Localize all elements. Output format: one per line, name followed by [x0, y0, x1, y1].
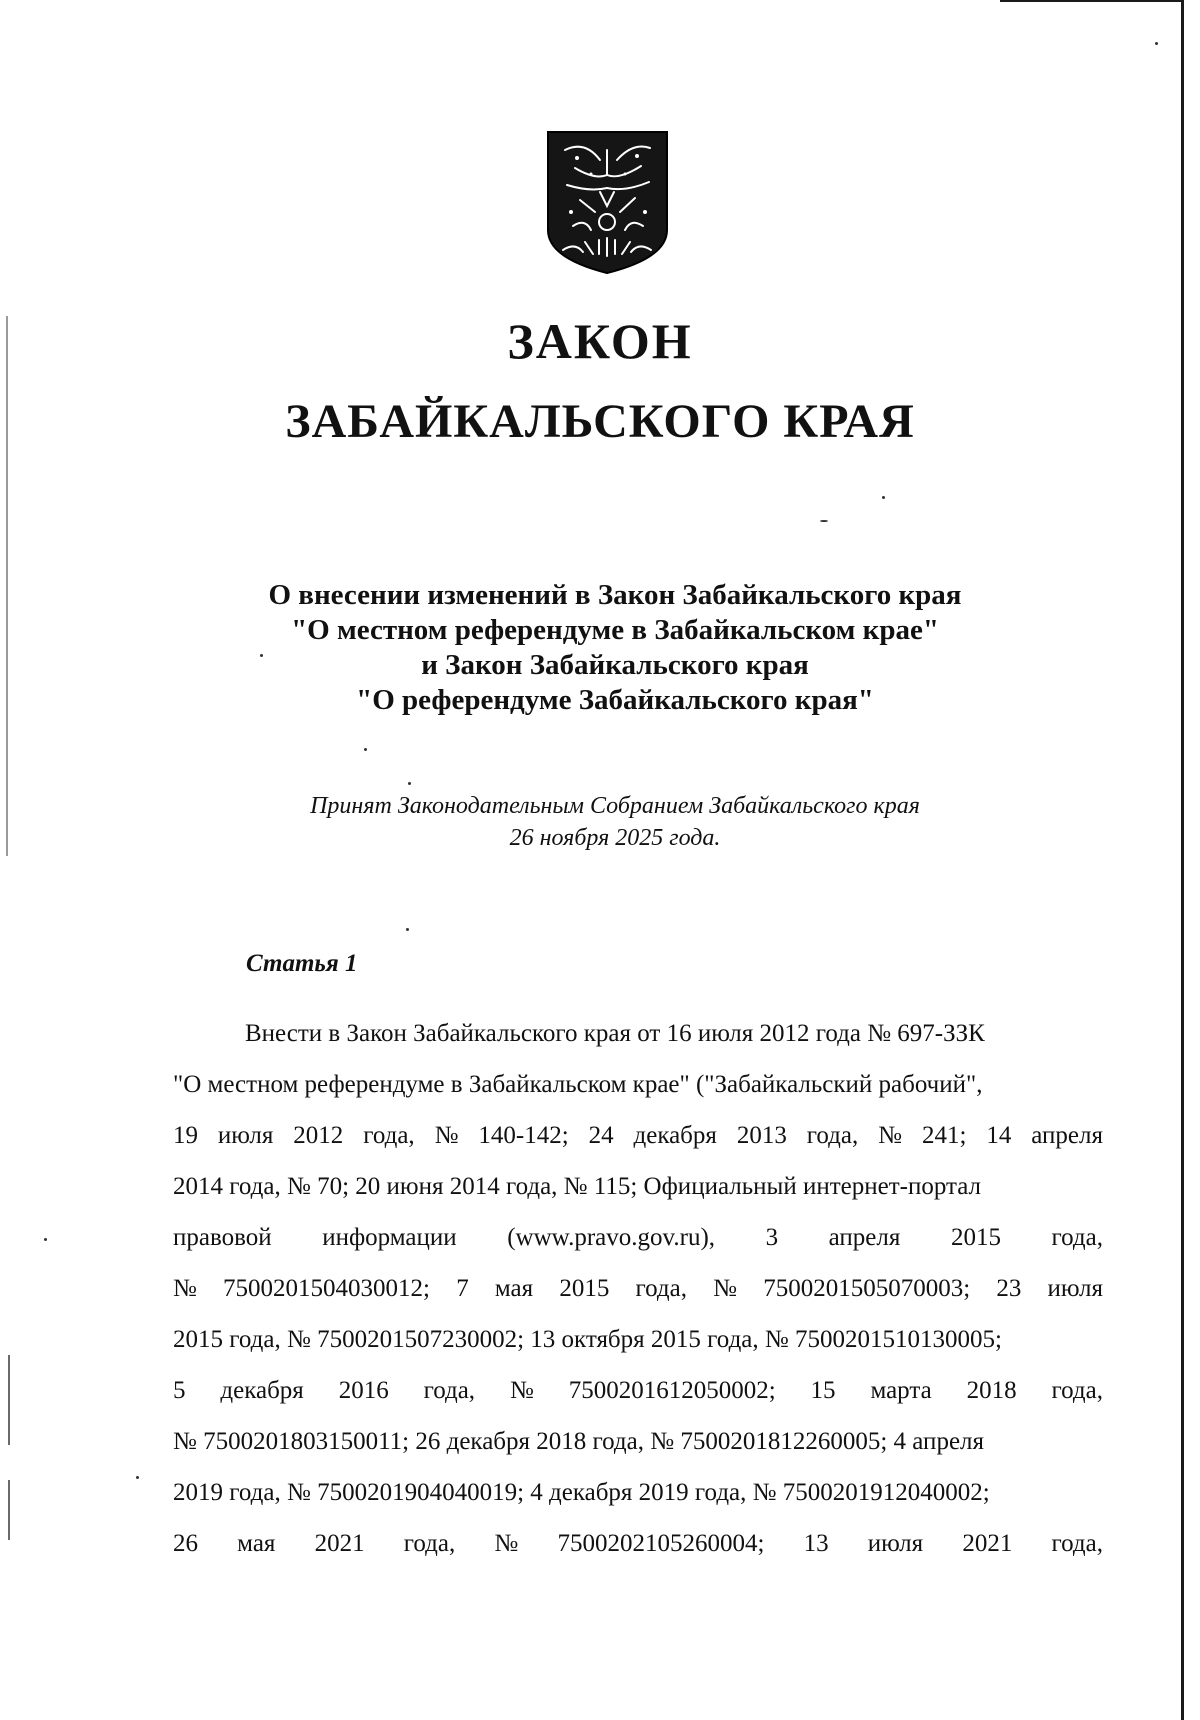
body-text-line	[173, 1365, 1103, 1416]
body-text-word: апреля	[828, 1224, 901, 1251]
adoption-date: 26 ноября 2025 года.	[509, 825, 721, 851]
scan-edge-right	[1181, 0, 1184, 1720]
scan-edge-left	[8, 1480, 10, 1540]
scan-edge-top	[1000, 0, 1184, 2]
body-text-word: 14	[986, 1122, 1012, 1149]
body-text-word: года,	[1051, 1224, 1103, 1251]
body-text-word: года,	[806, 1122, 859, 1149]
law-subject	[0, 578, 1200, 718]
body-text-word: 2019 года, № 7500201904040019; 4 декабря 2019 года, № 7500201912040002;	[173, 1479, 990, 1506]
body-text-word: 7500201505070003;	[763, 1275, 971, 1302]
body-text-word: года,	[363, 1122, 415, 1149]
body-text-word: 7500202105260004;	[557, 1530, 765, 1557]
document-title-region: ЗАБАЙКАЛЬСКОГО КРАЯ	[285, 395, 915, 448]
body-text-line	[173, 1110, 1103, 1161]
scan-speck	[408, 782, 411, 785]
body-text-word: 2015 года, № 7500201507230002; 13 октября 2015 года, № 7500201510130005;	[173, 1326, 1002, 1353]
body-text-word: 24	[588, 1122, 614, 1149]
body-text-word: 26	[173, 1530, 198, 1557]
body-text-word: 2012	[293, 1122, 344, 1149]
scan-speck	[136, 1476, 139, 1479]
body-text-line	[173, 1263, 1103, 1314]
scan-speck	[820, 520, 828, 522]
body-text-word: информации	[322, 1224, 457, 1251]
body-text-word: №	[713, 1275, 738, 1302]
law-subject-line: "О референдуме Забайкальского края"	[356, 684, 874, 716]
body-text-word: (www.pravo.gov.ru),	[507, 1224, 716, 1251]
adoption-note	[0, 790, 1200, 854]
article-heading: Статья 1	[246, 950, 358, 977]
body-text-word: 2015	[950, 1224, 1001, 1251]
body-text-word: июля	[1047, 1275, 1103, 1302]
law-subject-line: и Закон Забайкальского края	[421, 649, 809, 681]
body-text-word: №	[173, 1275, 197, 1302]
body-text-word: декабря	[633, 1122, 717, 1149]
body-text-word: 2021	[314, 1530, 365, 1557]
body-text-word: 23	[996, 1275, 1022, 1302]
scan-speck	[882, 496, 885, 499]
body-text-line	[173, 1059, 1103, 1110]
body-text-word: года,	[403, 1530, 456, 1557]
law-subject-line: "О местном референдуме в Забайкальском крае"	[291, 614, 939, 646]
body-text-word: декабря	[220, 1377, 304, 1404]
article-body	[173, 1008, 1103, 1569]
body-text-word: 2018	[966, 1377, 1017, 1404]
body-text-word: №	[878, 1122, 903, 1149]
body-text-line	[173, 1416, 1103, 1467]
body-text-word: 15	[810, 1377, 836, 1404]
scan-edge-left	[8, 1355, 10, 1445]
body-text-word: №	[509, 1377, 534, 1404]
body-text-word: 2013	[736, 1122, 787, 1149]
law-subject-line: О внесении изменений в Закон Забайкальского края	[268, 579, 962, 611]
body-text-word: "О местном референдуме в Забайкальском крае" ("Забайкальский рабочий",	[173, 1071, 983, 1098]
body-text-word: апреля	[1031, 1122, 1103, 1149]
body-text-line	[173, 1314, 1103, 1365]
body-text-word: 7	[456, 1275, 469, 1302]
body-text-line	[173, 1008, 1103, 1059]
body-text-word: июля	[217, 1122, 274, 1149]
body-text-word: правовой	[173, 1224, 272, 1251]
body-text-word: 2016	[338, 1377, 389, 1404]
body-text-word: 5	[173, 1377, 186, 1404]
body-text-word: 140-142;	[478, 1122, 569, 1149]
body-text-word: мая	[237, 1530, 276, 1557]
body-text-line	[173, 1518, 1103, 1569]
body-text-line	[173, 1467, 1103, 1518]
body-text-word: года,	[1051, 1377, 1103, 1404]
body-text-word: 19	[173, 1122, 198, 1149]
body-text-line	[173, 1212, 1103, 1263]
body-text-word: № 7500201803150011; 26 декабря 2018 года, № 7500201812260005; 4 апреля	[173, 1428, 985, 1455]
body-text-word: года,	[423, 1377, 476, 1404]
body-text-word: 2014 года, № 70; 20 июня 2014 года, № 115; Официальный интернет-портал	[173, 1173, 982, 1200]
body-text-word: 7500201504030012;	[223, 1275, 430, 1302]
body-text-word: №	[494, 1530, 519, 1557]
body-text-word: марта	[870, 1377, 932, 1404]
scan-speck	[44, 1238, 47, 1241]
scan-speck	[1155, 42, 1158, 45]
body-text-word: июля	[867, 1530, 924, 1557]
body-text-word: Внести в Закон Забайкальского края от 16 июля 2012 года № 697-ЗЗК	[245, 1020, 985, 1047]
body-text-word: 2015	[559, 1275, 610, 1302]
body-text-word: 2021	[962, 1530, 1013, 1557]
body-text-word: года,	[1051, 1530, 1103, 1557]
body-text-word: 241;	[921, 1122, 967, 1149]
body-text-word: №	[434, 1122, 459, 1149]
body-text-word: 13	[803, 1530, 829, 1557]
document-title: ЗАКОН	[507, 313, 693, 369]
scan-speck	[406, 928, 409, 931]
body-text-word: мая	[494, 1275, 534, 1302]
body-text-word: 7500201612050002;	[568, 1377, 776, 1404]
body-text-word: 3	[765, 1224, 779, 1251]
adoption-note-line: Принят Законодательным Собранием Забайкальского края	[310, 793, 920, 819]
scan-speck	[364, 748, 367, 751]
coat-of-arms-emblem	[545, 130, 670, 275]
body-text-word: года,	[635, 1275, 687, 1302]
body-text-line	[173, 1161, 1103, 1212]
